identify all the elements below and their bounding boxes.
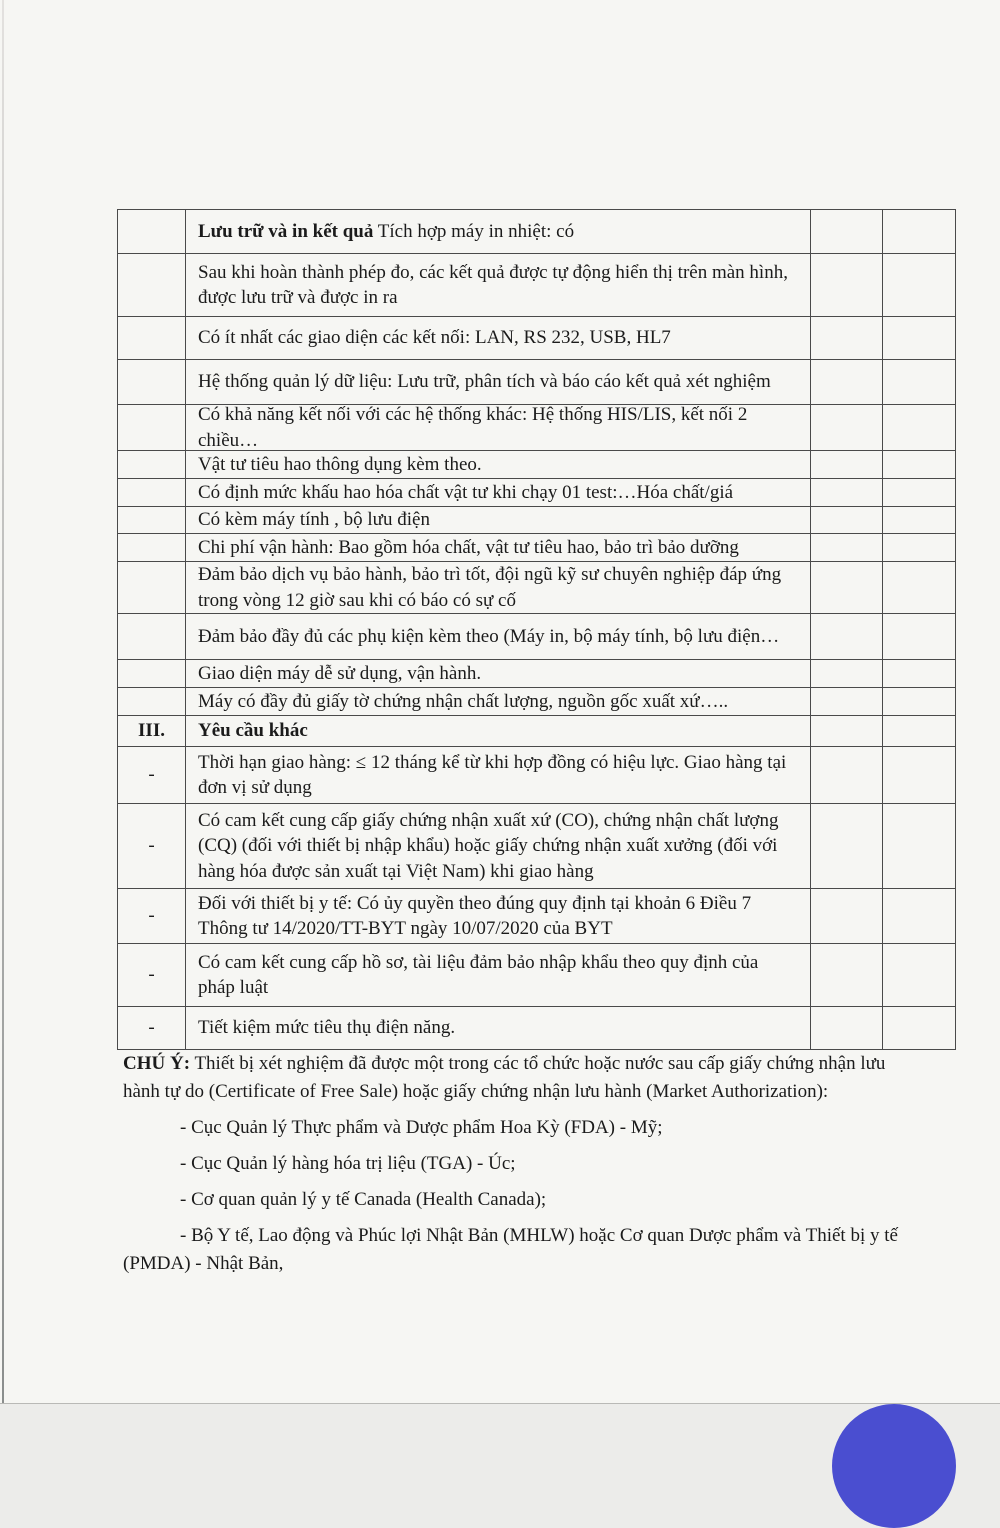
note-paragraph xyxy=(123,1050,911,1106)
row-text-cell xyxy=(185,254,811,316)
table-row xyxy=(118,450,955,478)
row-empty-cell-1 xyxy=(811,479,883,506)
row-dash-cell: - xyxy=(148,764,155,786)
row-number-cell xyxy=(118,254,185,316)
note-text: Thiết bị xét nghiệm đã được một trong các tổ chức hoặc nước sau cấp giấy chứng nhận lưu hành tự do (Certificate of Free Sale) hoặc giấy chứng nhận lưu hành (Market Authorization): xyxy=(123,1053,886,1102)
row-text: Có định mức khấu hao hóa chất vật tư khi chạy 01 test:…Hóa chất/giá xyxy=(198,481,734,503)
row-empty-cell-2 xyxy=(883,507,955,533)
row-empty-cell-2 xyxy=(883,944,955,1006)
table-row xyxy=(118,359,955,404)
row-empty-cell-2 xyxy=(883,210,955,253)
row-text: Có kèm máy tính , bộ lưu điện xyxy=(198,509,430,531)
row-number-cell xyxy=(118,534,185,561)
row-empty-cell-2 xyxy=(883,405,955,450)
row-number-cell xyxy=(118,317,185,359)
row-text-cell xyxy=(185,405,811,450)
row-text-cell xyxy=(185,614,811,659)
specification-table xyxy=(117,209,956,1050)
row-bold-text: Lưu trữ và in kết quả xyxy=(198,220,374,242)
table-row xyxy=(118,687,955,715)
row-number-cell xyxy=(118,479,185,506)
row-empty-cell-2 xyxy=(883,804,955,888)
row-empty-cell-1 xyxy=(811,562,883,613)
row-text-cell xyxy=(185,688,811,715)
row-text-cell xyxy=(185,660,811,687)
row-text-cell xyxy=(185,804,811,888)
row-text: Giao diện máy dễ sử dụng, vận hành. xyxy=(198,662,482,684)
section-title-cell xyxy=(185,716,811,746)
table-row xyxy=(118,404,955,450)
row-empty-cell-1 xyxy=(811,747,883,803)
row-number-cell xyxy=(118,210,185,253)
row-empty-cell-1 xyxy=(811,804,883,888)
row-text-cell xyxy=(185,317,811,359)
table-section-row xyxy=(118,715,955,746)
row-dash-cell: - xyxy=(148,1017,155,1039)
row-text-cell xyxy=(185,360,811,404)
table-row xyxy=(118,803,955,888)
row-text: Có khả năng kết nối với các hệ thống khác: Hệ thống HIS/LIS, kết nối 2 chiều… xyxy=(198,404,748,451)
row-empty-cell-1 xyxy=(811,1007,883,1049)
row-empty-cell-1 xyxy=(811,889,883,943)
table-row xyxy=(118,746,955,803)
row-text: Có cam kết cung cấp hồ sơ, tài liệu đảm bảo nhập khẩu theo quy định của pháp luật xyxy=(198,951,759,998)
row-empty-cell-1 xyxy=(811,210,883,253)
row-empty-cell-1 xyxy=(811,534,883,561)
row-text: Vật tư tiêu hao thông dụng kèm theo. xyxy=(198,453,482,475)
row-empty-cell-2 xyxy=(883,889,955,943)
note-item-health-canada: - Cơ quan quản lý y tế Canada (Health Canada); xyxy=(180,1189,547,1210)
row-empty-cell-2 xyxy=(883,1007,955,1049)
table-row xyxy=(118,316,955,359)
row-number-cell xyxy=(118,451,185,478)
row-empty-cell-2 xyxy=(883,534,955,561)
section-number-cell: III. xyxy=(138,720,165,742)
row-number-cell xyxy=(118,688,185,715)
row-text-cell xyxy=(185,534,811,561)
row-text-cell xyxy=(185,944,811,1006)
table-row xyxy=(118,210,955,253)
row-text-cell xyxy=(185,889,811,943)
table-row xyxy=(118,478,955,506)
row-text-cell xyxy=(185,479,811,506)
section-title: Yêu cầu khác xyxy=(198,720,308,742)
row-empty-cell-1 xyxy=(811,614,883,659)
row-number-cell xyxy=(118,360,185,404)
row-text: Có ít nhất các giao diện các kết nối: LAN, RS 232, USB, HL7 xyxy=(198,327,671,349)
note-item-tga: - Cục Quản lý hàng hóa trị liệu (TGA) - Úc; xyxy=(180,1153,516,1174)
row-text-cell xyxy=(185,747,811,803)
row-empty-cell-2 xyxy=(883,716,955,746)
row-empty-cell-1 xyxy=(811,360,883,404)
row-dash-cell: - xyxy=(148,835,155,857)
row-empty-cell-1 xyxy=(811,660,883,687)
row-empty-cell-2 xyxy=(883,360,955,404)
row-text: Tích hợp máy in nhiệt: có xyxy=(373,220,575,242)
table-row xyxy=(118,1006,955,1049)
row-number-cell xyxy=(118,614,185,659)
table-row xyxy=(118,533,955,561)
note-item-fda: - Cục Quản lý Thực phẩm và Dược phẩm Hoa Kỳ (FDA) - Mỹ; xyxy=(180,1117,663,1138)
row-text-cell xyxy=(185,1007,811,1049)
row-empty-cell-2 xyxy=(883,660,955,687)
row-text: Đảm bảo dịch vụ bảo hành, bảo trì tốt, đội ngũ kỹ sư chuyên nghiệp đáp ứng trong vòng 12 giờ sau khi có báo có sự cố xyxy=(198,564,782,611)
row-dash-cell: - xyxy=(148,905,155,927)
row-empty-cell-1 xyxy=(811,317,883,359)
row-text: Hệ thống quản lý dữ liệu: Lưu trữ, phân tích và báo cáo kết quả xét nghiệm xyxy=(198,371,771,393)
row-number-cell xyxy=(118,405,185,450)
row-text-cell xyxy=(185,451,811,478)
row-empty-cell-1 xyxy=(811,716,883,746)
row-empty-cell-1 xyxy=(811,688,883,715)
table-row xyxy=(118,613,955,659)
row-text: Đảm bảo đầy đủ các phụ kiện kèm theo (Máy in, bộ máy tính, bộ lưu điện… xyxy=(198,625,780,647)
row-empty-cell-2 xyxy=(883,451,955,478)
table-row xyxy=(118,659,955,687)
row-empty-cell-2 xyxy=(883,562,955,613)
row-dash-cell: - xyxy=(148,964,155,986)
row-text-cell xyxy=(185,562,811,613)
row-text: Sau khi hoàn thành phép đo, các kết quả được tự động hiển thị trên màn hình, được lưu trữ và được in ra xyxy=(198,261,788,308)
row-text: Chi phí vận hành: Bao gồm hóa chất, vật tư tiêu hao, bảo trì bảo dưỡng xyxy=(198,536,739,558)
row-number-cell xyxy=(118,562,185,613)
row-text: Đối với thiết bị y tế: Có ủy quyền theo đúng quy định tại khoản 6 Điều 7 Thông tư 14/2020/TT-BYT ngày 10/07/2020 của BYT xyxy=(198,892,752,939)
row-text-cell xyxy=(185,507,811,533)
row-empty-cell-1 xyxy=(811,507,883,533)
row-empty-cell-2 xyxy=(883,747,955,803)
row-empty-cell-2 xyxy=(883,688,955,715)
row-empty-cell-2 xyxy=(883,317,955,359)
row-text: Thời hạn giao hàng: ≤ 12 tháng kể từ khi hợp đồng có hiệu lực. Giao hàng tại đơn vị sử dụng xyxy=(198,751,787,798)
scan-edge-line xyxy=(2,0,4,1403)
note-label: CHÚ Ý: xyxy=(123,1053,191,1074)
table-row xyxy=(118,943,955,1006)
row-text-cell xyxy=(185,210,811,253)
row-text: Máy có đầy đủ giấy tờ chứng nhận chất lượng, nguồn gốc xuất xứ….. xyxy=(198,690,729,712)
row-empty-cell-2 xyxy=(883,254,955,316)
row-empty-cell-1 xyxy=(811,254,883,316)
table-row xyxy=(118,506,955,533)
note-section xyxy=(123,1050,911,1278)
note-item-mhlw-pmda: - Bộ Y tế, Lao động và Phúc lợi Nhật Bản (MHLW) hoặc Cơ quan Dược phẩm và Thiết bị y tế (PMDA) - Nhật Bản, xyxy=(123,1225,898,1274)
row-empty-cell-1 xyxy=(811,405,883,450)
table-row xyxy=(118,561,955,613)
floating-action-button[interactable] xyxy=(832,1404,956,1528)
row-number-cell xyxy=(118,660,185,687)
table-row xyxy=(118,888,955,943)
row-text: Tiết kiệm mức tiêu thụ điện năng. xyxy=(198,1017,456,1039)
row-number-cell xyxy=(118,507,185,533)
row-empty-cell-1 xyxy=(811,451,883,478)
row-text: Có cam kết cung cấp giấy chứng nhận xuất xứ (CO), chứng nhận chất lượng (CQ) (đối với thiết bị nhập khẩu) hoặc giấy chứng nhận xuất xưởng (đối với hàng hóa được sản xuất tại Việt Nam) khi giao hàng xyxy=(198,810,779,882)
row-empty-cell-1 xyxy=(811,944,883,1006)
row-empty-cell-2 xyxy=(883,479,955,506)
table-row xyxy=(118,253,955,316)
row-empty-cell-2 xyxy=(883,614,955,659)
